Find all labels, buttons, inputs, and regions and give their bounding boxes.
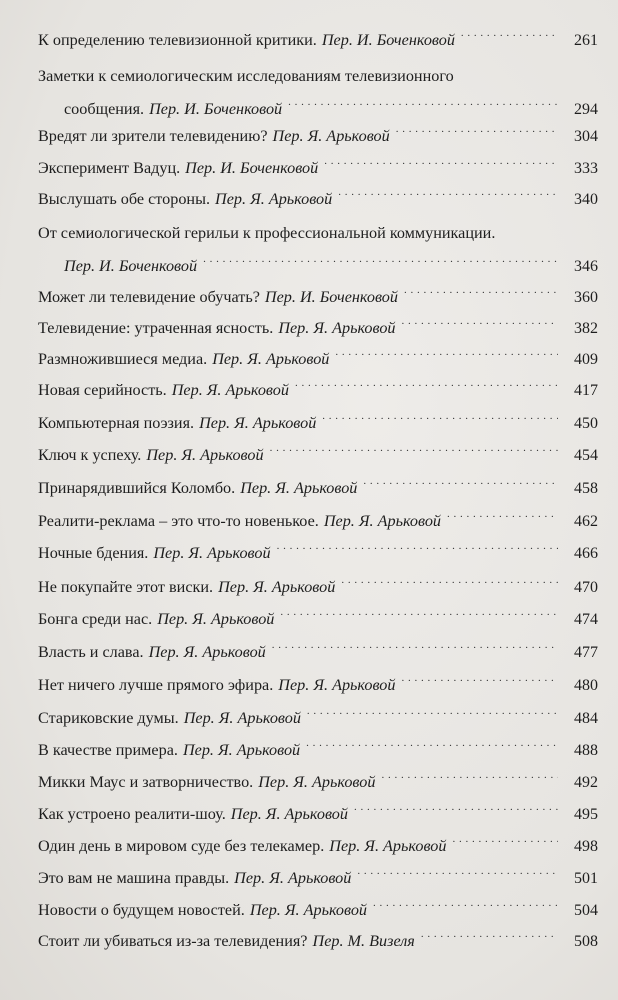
toc-entry xyxy=(38,445,598,466)
toc-entry-page: 508 xyxy=(574,933,598,950)
toc-entry-translator: Пер. Я. Арьковой xyxy=(146,446,264,464)
dot-leader xyxy=(277,546,558,558)
toc-entry xyxy=(38,708,598,729)
toc-entry xyxy=(38,478,598,499)
toc-entry-page: 480 xyxy=(574,677,598,694)
toc-entry-page: 340 xyxy=(574,191,598,208)
toc-entry-translator: Пер. Я. Арьковой xyxy=(234,869,352,887)
toc-entry-title: Может ли телевидение обучать? xyxy=(38,288,260,306)
toc-entry xyxy=(38,66,598,120)
toc-entry-page: 382 xyxy=(574,320,598,337)
toc-entry-page: 462 xyxy=(574,513,598,530)
toc-entry-translator: Пер. И. Боченковой xyxy=(185,159,319,177)
toc-entry-page: 477 xyxy=(574,644,598,661)
dot-leader xyxy=(203,259,558,271)
toc-entry-page: 333 xyxy=(574,160,598,177)
dot-leader xyxy=(295,383,558,395)
toc-entry-page: 417 xyxy=(574,382,598,399)
toc-entry xyxy=(38,931,598,952)
dot-leader xyxy=(404,290,558,302)
toc-entry xyxy=(38,349,598,370)
toc-entry xyxy=(38,900,598,921)
toc-entry-page: 458 xyxy=(574,480,598,497)
toc-entry-page: 450 xyxy=(574,415,598,432)
toc-entry xyxy=(38,675,598,696)
toc-entry-translator: Пер. И. Боченковой xyxy=(321,31,455,49)
toc-entry-title: Эксперимент Вадуц. xyxy=(38,159,181,177)
toc-entry-page: 466 xyxy=(574,545,598,562)
toc-entry-translator: Пер. Я. Арьковой xyxy=(212,350,330,368)
toc-entry-title: От семиологической герильи к профессиональной коммуникации. xyxy=(38,224,496,242)
toc-entry-translator: Пер. И. Боченковой xyxy=(64,257,198,275)
toc-entry-title: Это вам не машина правды. xyxy=(38,869,230,887)
toc-entry-translator: Пер. Я. Арьковой xyxy=(148,643,266,661)
toc-entry xyxy=(38,30,598,51)
toc-entry-page: 501 xyxy=(574,870,598,887)
dot-leader xyxy=(306,743,558,755)
dot-leader xyxy=(272,645,558,657)
toc-entry-translator: Пер. Я. Арьковой xyxy=(199,414,317,432)
dot-leader xyxy=(338,192,558,204)
toc-entry-title: Стариковские думы. xyxy=(38,709,179,727)
toc-entry-page: 454 xyxy=(574,447,598,464)
toc-entry xyxy=(38,772,598,793)
toc-entry-translator: Пер. Я. Арьковой xyxy=(157,610,275,628)
toc-entry-title: Как устроено реалити-шоу. xyxy=(38,805,226,823)
toc-entry xyxy=(38,318,598,339)
toc-entry-page: 360 xyxy=(574,289,598,306)
toc-entry-title: Бонга среди нас. xyxy=(38,610,153,628)
dot-leader xyxy=(381,775,558,787)
toc-entry xyxy=(38,511,598,532)
toc-entry-title: Новости о будущем новостей. xyxy=(38,901,245,919)
toc-entry xyxy=(38,126,598,147)
toc-entry-title: Выслушать обе стороны. xyxy=(38,190,211,208)
toc-entry xyxy=(38,804,598,825)
toc-entry-translator: Пер. Я. Арьковой xyxy=(171,381,289,399)
toc-entry-page: 304 xyxy=(574,128,598,145)
toc-entry xyxy=(38,642,598,663)
toc-entry xyxy=(38,609,598,630)
dot-leader xyxy=(452,839,558,851)
dot-leader xyxy=(280,612,558,624)
toc-entry-title: Заметки к семиологическим исследованиям телевизионного xyxy=(38,67,454,85)
toc-entry-title: Реалити-реклама – это что-то новенькое. xyxy=(38,512,319,530)
toc-entry-title: Телевидение: утраченная ясность. xyxy=(38,319,274,337)
toc-entry xyxy=(38,868,598,889)
toc-entry-page: 474 xyxy=(574,611,598,628)
dot-leader xyxy=(401,678,558,690)
dot-leader xyxy=(402,321,558,333)
toc-entry-translator: Пер. Я. Арьковой xyxy=(323,512,442,530)
toc-entry-translator: Пер. Я. Арьковой xyxy=(218,578,336,596)
toc-entry-title: Новая серийность. xyxy=(38,381,167,399)
dot-leader xyxy=(335,352,558,364)
toc-entry-translator: Пер. Я. Арьковой xyxy=(278,319,396,337)
dot-leader xyxy=(322,416,558,428)
toc-entry xyxy=(38,836,598,857)
toc-entry-title: Ночные бдения. xyxy=(38,544,149,562)
dot-leader xyxy=(307,711,558,723)
dot-leader xyxy=(461,33,558,45)
dot-leader xyxy=(421,934,558,946)
toc-entry-translator: Пер. И. Боченковой xyxy=(264,288,398,306)
toc-entry-title: Ключ к успеху. xyxy=(38,446,142,464)
toc-entry-title: Власть и слава. xyxy=(38,643,144,661)
toc-entry-title: Принарядившийся Коломбо. xyxy=(38,479,236,497)
toc-entry xyxy=(38,543,598,564)
toc-entry-page: 488 xyxy=(574,742,598,759)
dot-leader xyxy=(447,514,558,526)
toc-entry xyxy=(38,223,598,277)
toc-entry xyxy=(38,577,598,598)
toc-entry-title: К определению телевизионной критики. xyxy=(38,31,317,49)
toc-entry-translator: Пер. Я. Арьковой xyxy=(272,127,390,145)
toc-entry xyxy=(38,189,598,210)
dot-leader xyxy=(373,903,558,915)
toc-entry-page: 409 xyxy=(574,351,598,368)
toc-entry-page: 294 xyxy=(574,101,598,118)
toc-entry-title-continued: сообщения. xyxy=(64,100,145,118)
toc-entry-translator: Пер. И. Боченковой xyxy=(149,100,283,118)
toc-entry-translator: Пер. Я. Арьковой xyxy=(182,741,301,759)
toc-entry-translator: Пер. Я. Арьковой xyxy=(258,773,376,791)
toc-entry-title: Микки Маус и затворничество. xyxy=(38,773,254,791)
toc-entry-page: 498 xyxy=(574,838,598,855)
dot-leader xyxy=(288,102,558,114)
dot-leader xyxy=(341,580,558,592)
toc-entry xyxy=(38,158,598,179)
toc-entry-translator: Пер. Я. Арьковой xyxy=(230,805,348,823)
toc-entry-translator: Пер. М. Визеля xyxy=(312,932,415,950)
toc-entry-translator: Пер. Я. Арьковой xyxy=(153,544,271,562)
toc-entry-title: В качестве примера. xyxy=(38,741,178,759)
toc-entry xyxy=(38,380,598,401)
toc-entry-title: Нет ничего лучше прямого эфира. xyxy=(38,676,274,694)
toc-entry-translator: Пер. Я. Арьковой xyxy=(215,190,333,208)
toc-entry-page: 470 xyxy=(574,579,598,596)
toc-entry-translator: Пер. Я. Арьковой xyxy=(249,901,368,919)
toc-entry-page: 504 xyxy=(574,902,598,919)
dot-leader xyxy=(357,871,558,883)
toc-entry xyxy=(38,740,598,761)
toc-entry-title: Не покупайте этот виски. xyxy=(38,578,214,596)
toc-entry-title: Компьютерная поэзия. xyxy=(38,414,195,432)
toc-entry-translator: Пер. Я. Арьковой xyxy=(278,676,396,694)
toc-entry xyxy=(38,287,598,308)
toc-entry-page: 484 xyxy=(574,710,598,727)
toc-entry-title: Размножившиеся медиа. xyxy=(38,350,208,368)
toc-entry-page: 495 xyxy=(574,806,598,823)
toc-entry-translator: Пер. Я. Арьковой xyxy=(240,479,358,497)
dot-leader xyxy=(396,129,558,141)
toc-entry xyxy=(38,413,598,434)
toc-entry-page: 346 xyxy=(574,258,598,275)
dot-leader xyxy=(363,481,558,493)
toc-entry-title: Один день в мировом суде без телекамер. xyxy=(38,837,325,855)
toc-entry-title: Стоит ли убиваться из-за телевидения? xyxy=(38,932,308,950)
toc-entry-page: 261 xyxy=(574,32,598,49)
toc-entry-page: 492 xyxy=(574,774,598,791)
dot-leader xyxy=(324,161,558,173)
dot-leader xyxy=(270,448,558,460)
toc-entry-translator: Пер. Я. Арьковой xyxy=(329,837,447,855)
dot-leader xyxy=(354,807,558,819)
toc-entry-title: Вредят ли зрители телевидению? xyxy=(38,127,268,145)
toc-entry-translator: Пер. Я. Арьковой xyxy=(183,709,301,727)
